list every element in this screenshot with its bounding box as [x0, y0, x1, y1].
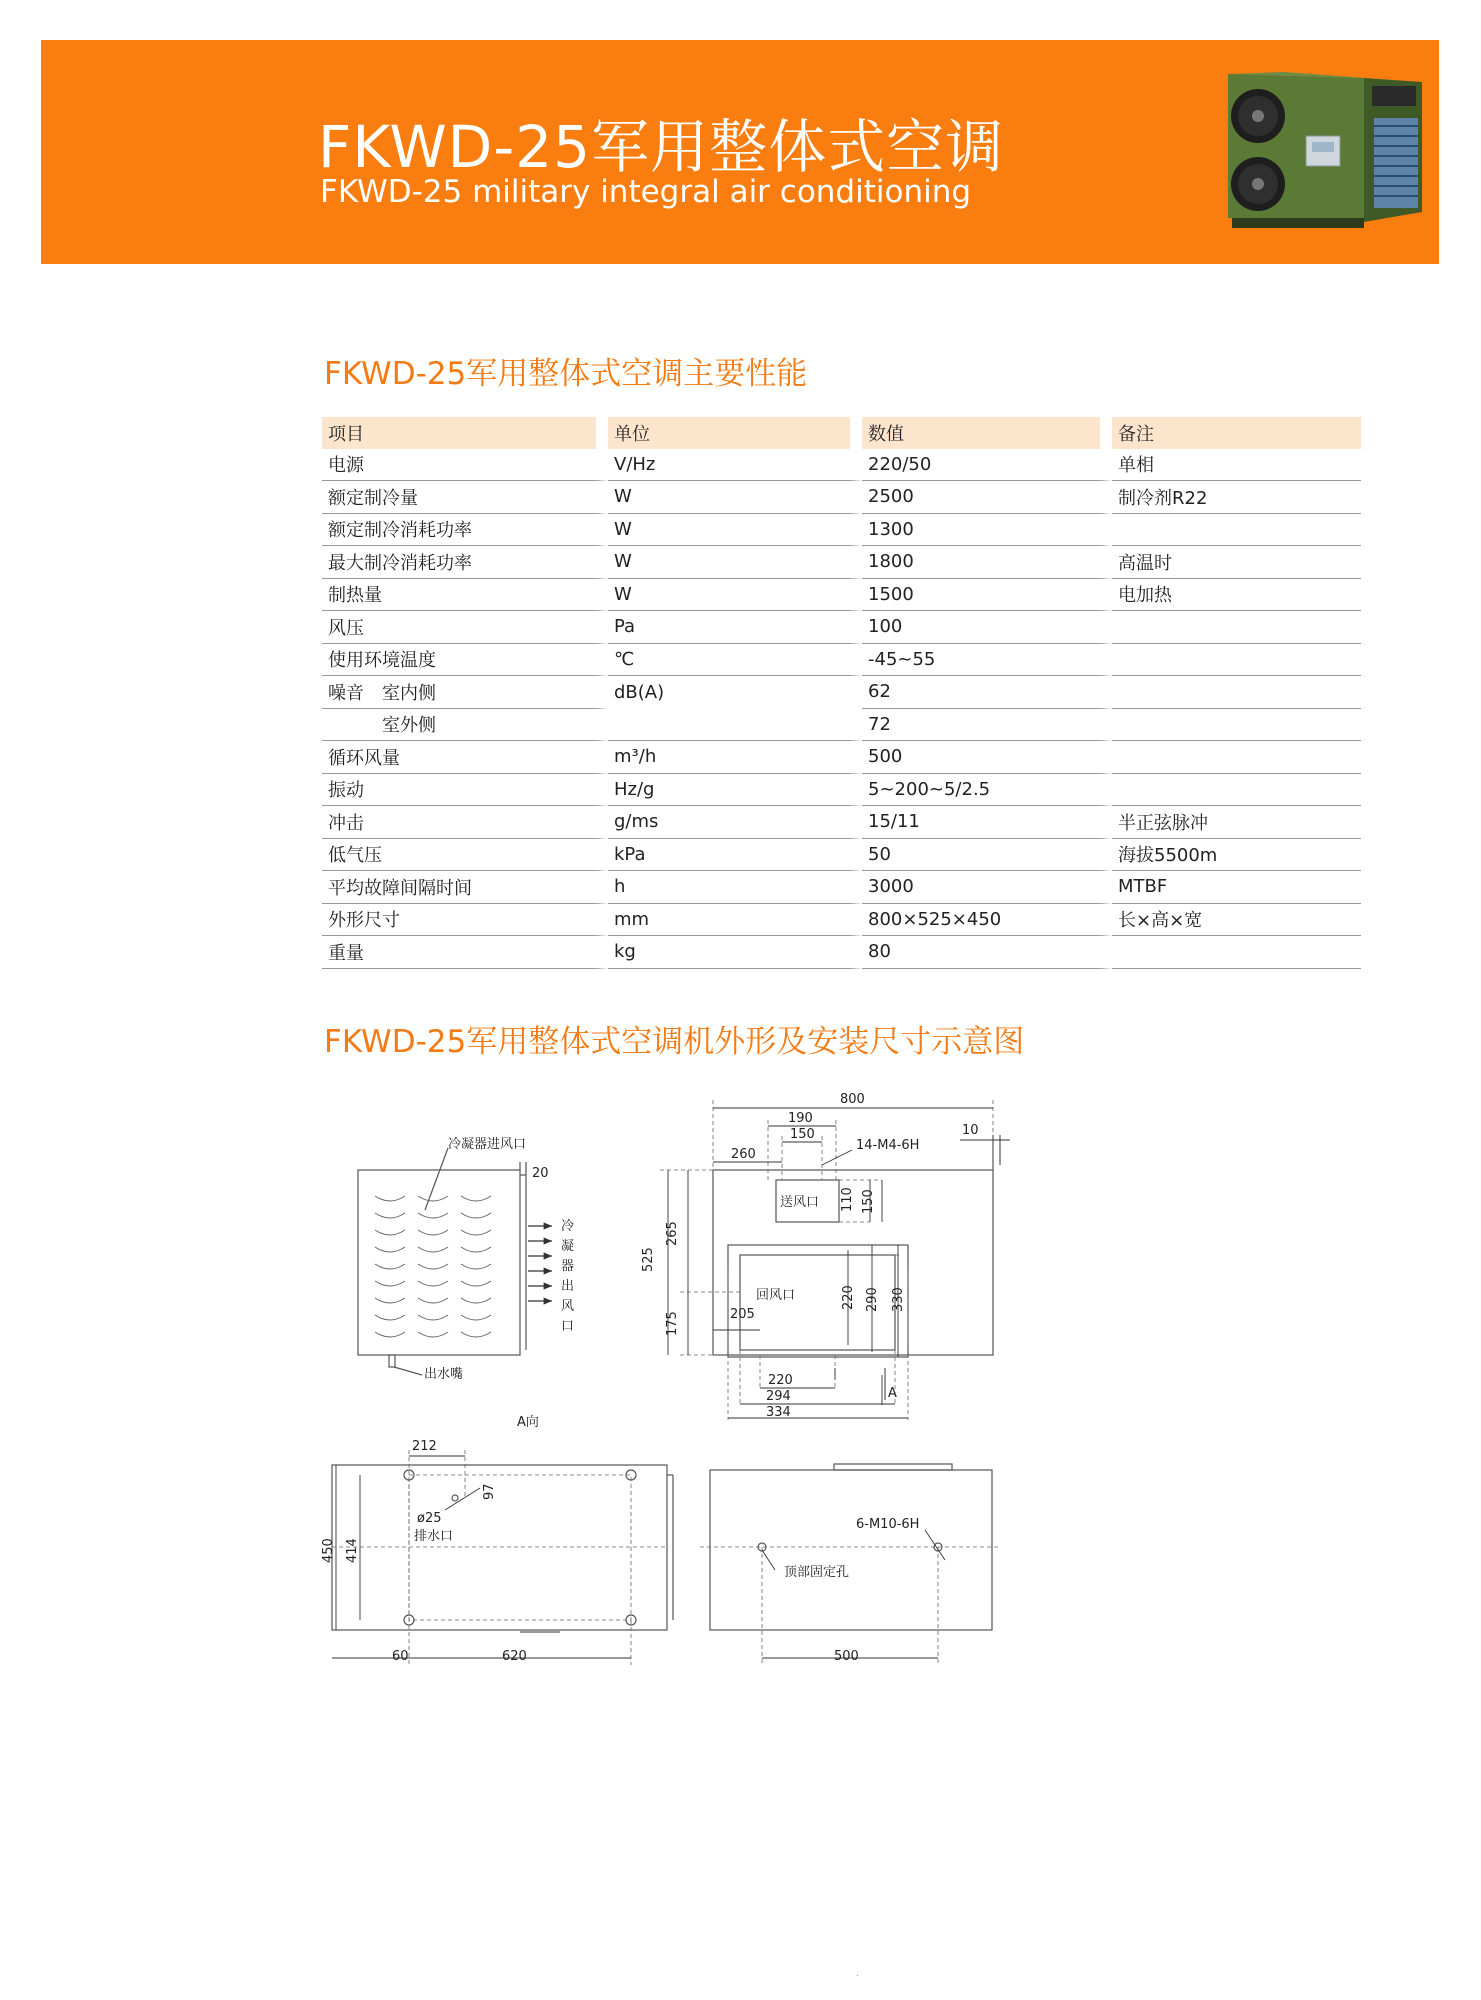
dim-500: 500 [834, 1649, 859, 1664]
dim-97: 97 [482, 1483, 497, 1500]
column-header: 单位 [608, 417, 862, 449]
label-drain-nozzle: 出水嘴 [424, 1367, 464, 1382]
dim-290: 290 [865, 1287, 880, 1312]
cell-note: 单相 [1112, 449, 1361, 482]
label-outlet-char: 凝 [561, 1239, 575, 1254]
cell-value: 72 [862, 709, 1112, 742]
cell-value: 500 [862, 741, 1112, 774]
cell-note: 高温时 [1112, 546, 1361, 579]
cell-unit: kg [608, 936, 862, 969]
dim-220-v: 220 [841, 1285, 856, 1310]
dim-334: 334 [766, 1405, 791, 1420]
cell-value: 2500 [862, 481, 1112, 514]
column-header: 项目 [322, 417, 608, 449]
label-return-inlet: 回风口 [756, 1288, 796, 1303]
cell-unit: ℃ [608, 644, 862, 677]
label-thread-6: 6-M10-6H [856, 1517, 920, 1532]
cell-unit: dB(A) [608, 676, 862, 709]
label-a-direction: A向 [517, 1415, 539, 1430]
label-top-fixing: 顶部固定孔 [784, 1565, 850, 1580]
dim-800: 800 [840, 1092, 865, 1107]
dim-20: 20 [532, 1166, 549, 1181]
dim-330: 330 [891, 1287, 906, 1312]
dim-260: 260 [731, 1147, 756, 1162]
label-outlet-char: 器 [561, 1259, 575, 1274]
cell-unit: Pa [608, 611, 862, 644]
cell-unit: mm [608, 904, 862, 937]
dim-175: 175 [665, 1311, 680, 1336]
cell-value: 220/50 [862, 449, 1112, 482]
label-outlet-char: 冷 [561, 1219, 575, 1234]
dim-60: 60 [392, 1649, 409, 1664]
cell-value: -45~55 [862, 644, 1112, 677]
page-subtitle: FKWD-25 military integral air conditioning [320, 174, 972, 210]
noise-label: 噪音 [328, 682, 364, 704]
page-title: FKWD-25军用整体式空调 [318, 113, 1005, 181]
dim-620: 620 [502, 1649, 527, 1664]
dim-294: 294 [766, 1389, 791, 1404]
cell-unit: Hz/g [608, 774, 862, 807]
cell-note: 长×高×宽 [1112, 904, 1361, 937]
bottom-view [332, 1465, 673, 1630]
cell-note: MTBF [1112, 871, 1361, 904]
dim-190: 190 [788, 1111, 813, 1126]
cell-unit: m³/h [608, 741, 862, 774]
dim-414: 414 [345, 1538, 360, 1563]
cell-item: 制热量 [322, 579, 608, 612]
label-dia-25: ø25 [417, 1511, 442, 1526]
label-drain-port: 排水口 [414, 1529, 454, 1544]
dim-525: 525 [641, 1247, 656, 1272]
side-view [358, 1148, 552, 1375]
cell-item: 循环风量 [322, 741, 608, 774]
cell-item: 振动 [322, 774, 608, 807]
drawing-heading: FKWD-25军用整体式空调机外形及安装尺寸示意图 [324, 1024, 1025, 1060]
front-view [713, 1135, 1000, 1400]
dim-10: 10 [962, 1123, 979, 1138]
cell-item: 重量 [322, 936, 608, 969]
footer-mark: . [856, 1968, 860, 1979]
dim-220-h: 220 [768, 1373, 793, 1388]
cell-value: 62 [862, 676, 1112, 709]
label-outlet-char: 出 [561, 1279, 575, 1294]
cell-item: 平均故障间隔时间 [322, 871, 608, 904]
cell-item: 最大制冷消耗功率 [322, 546, 608, 579]
cell-value: 1300 [862, 514, 1112, 547]
cell-value: 100 [862, 611, 1112, 644]
dim-150-side: 150 [861, 1189, 876, 1214]
label-outlet-char: 口 [561, 1319, 575, 1334]
cell-value: 1500 [862, 579, 1112, 612]
cell-value: 1800 [862, 546, 1112, 579]
label-condenser-inlet: 冷凝器进风口 [448, 1137, 527, 1152]
cell-note: 半正弦脉冲 [1112, 806, 1361, 839]
cell-value: 50 [862, 839, 1112, 872]
cell-item: 低气压 [322, 839, 608, 872]
cell-item: 冲击 [322, 806, 608, 839]
cell-unit: V/Hz [608, 449, 862, 482]
cell-item: 额定制冷消耗功率 [322, 514, 608, 547]
cell-value: 80 [862, 936, 1112, 969]
cell-unit: W [608, 481, 862, 514]
cell-item: 使用环境温度 [322, 644, 608, 677]
dim-150-top: 150 [790, 1127, 815, 1142]
cell-value: 3000 [862, 871, 1112, 904]
dim-205: 205 [730, 1307, 755, 1322]
cell-value: 800×525×450 [862, 904, 1112, 937]
cell-unit: kPa [608, 839, 862, 872]
cell-item: 外形尺寸 [322, 904, 608, 937]
cell-unit: g/ms [608, 806, 862, 839]
cell-item: 风压 [322, 611, 608, 644]
label-supply-outlet: 送风口 [780, 1195, 820, 1210]
dim-212: 212 [412, 1439, 437, 1454]
cell-value: 15/11 [862, 806, 1112, 839]
dim-110: 110 [840, 1187, 855, 1212]
cell-unit: W [608, 514, 862, 547]
noise-indoor-label: 室内侧 [382, 682, 436, 704]
dim-450: 450 [321, 1538, 336, 1563]
dim-265: 265 [665, 1221, 680, 1246]
cell-value: 5~200~5/2.5 [862, 774, 1112, 807]
cell-item: 额定制冷量 [322, 481, 608, 514]
cell-item: 电源 [322, 449, 608, 482]
column-header: 数值 [862, 417, 1112, 449]
cell-note: 海拔5500m [1112, 839, 1361, 872]
cell-unit: W [608, 546, 862, 579]
column-header: 备注 [1112, 417, 1361, 449]
cell-note: 电加热 [1112, 579, 1361, 612]
label-outlet-char: 风 [561, 1299, 575, 1314]
cell-note: 制冷剂R22 [1112, 481, 1361, 514]
noise-outdoor-label: 室外侧 [382, 715, 436, 737]
label-arrow-a: A [888, 1386, 897, 1401]
cell-unit: h [608, 871, 862, 904]
specs-heading: FKWD-25军用整体式空调主要性能 [324, 356, 808, 392]
label-thread-14: 14-M4-6H [856, 1138, 920, 1153]
cell-unit: W [608, 579, 862, 612]
